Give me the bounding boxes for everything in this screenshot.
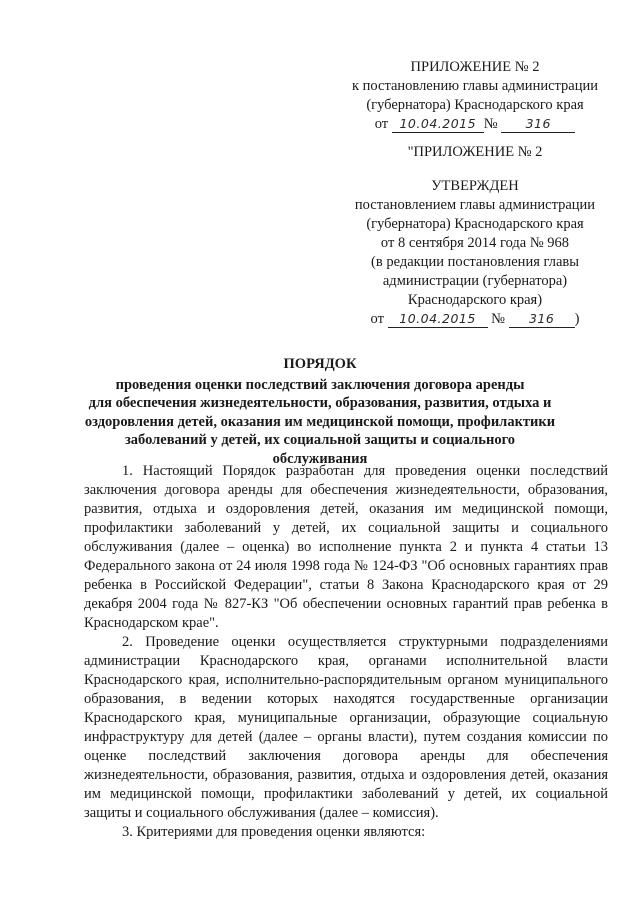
title-line: для обеспечения жизнедеятельности, образования, развития, отдыха и	[88, 395, 552, 411]
approval-line: администрации (губернатора)	[382, 273, 568, 289]
title-line: оздоровления детей, оказания им медицинской помощи, профилактики	[84, 413, 556, 430]
date-blank	[392, 116, 484, 133]
paragraph-3: 3. Критериями для проведения оценки являются:	[122, 824, 426, 840]
handwritten-date: 10.04.2015	[399, 116, 477, 131]
paragraph-1: 1. Настоящий Порядок разработан для проведения оценки последствий заключения договора аренды для обеспечения жизнедеятельности, образования, развития, отдыха и оздоровления детей, оказания им медицинской помощи, профилактики заболеваний у детей, их социальной защиты и социального обслуживания (далее – оценка) во исполнение пункта 2 и пункта 4 статьи 13 Федерального закона от 24 июля 1998 года № 124-ФЗ "Об основных гарантиях прав ребенка в Российской Федерации", статьи 8 Закона Краснодарского края от 29 декабря 2004 года № 827-КЗ "Об обеспечении основных гарантий прав ребенка в Краснодарском крае".	[84, 463, 608, 631]
title-line: обслуживания	[272, 450, 368, 467]
handwritten-number: 316	[525, 116, 551, 131]
document-body	[84, 462, 608, 842]
approval-line: (губернатора) Краснодарского края	[366, 216, 584, 232]
appendix-date-line	[330, 115, 620, 134]
number-blank	[509, 311, 575, 328]
appendix-ref-line: к постановлению главы администрации	[351, 78, 599, 94]
appendix-title: ПРИЛОЖЕНИЕ № 2	[410, 59, 540, 75]
original-appendix-header	[330, 143, 620, 162]
date-prefix: от	[370, 311, 384, 327]
title-main: ПОРЯДОК	[283, 356, 357, 372]
approval-date-line	[330, 310, 620, 329]
approval-line: постановлением главы администрации	[354, 197, 596, 213]
title-line: проведения оценки последствий заключения договора аренды	[115, 376, 525, 393]
number-prefix: №	[491, 311, 506, 327]
number-prefix: №	[483, 116, 498, 132]
approval-line: Краснодарского края)	[407, 292, 543, 308]
appendix-ref-line: (губернатора) Краснодарского края	[366, 97, 584, 113]
date-prefix: от	[374, 116, 389, 132]
paragraph-2: 2. Проведение оценки осуществляется структурными подразделениями администрации Краснодарского края, органами исполнительной власти Краснодарского края, исполнительно-распорядительным органом муниципального образования, в ведении которых находятся государственные организации Краснодарского края, муниципальные организации, образующие социальную инфраструктуру для детей (далее – органы власти), путем создания комиссии по оценке последствий заключения договора аренды для обеспечения жизнедеятельности, образования, развития, отдыха и оздоровления детей, оказания им медицинской помощи, профилактики заболеваний у детей, их социальной защиты и социального обслуживания (далее – комиссия).	[84, 634, 608, 821]
closing-paren: )	[574, 311, 580, 327]
approval-line: (в редакции постановления главы	[371, 254, 579, 270]
approval-line: от 8 сентября 2014 года № 968	[380, 235, 570, 251]
handwritten-number: 316	[528, 311, 555, 326]
number-blank	[501, 116, 575, 133]
appendix-header	[330, 58, 620, 134]
handwritten-date: 10.04.2015	[399, 311, 476, 326]
document-title	[40, 355, 600, 468]
date-blank	[388, 311, 488, 328]
original-appendix-title: "ПРИЛОЖЕНИЕ № 2	[407, 144, 543, 160]
approval-block	[330, 177, 620, 329]
title-line: заболеваний у детей, их социальной защиты и социального	[124, 432, 516, 448]
approval-title: УТВЕРЖДЕН	[431, 178, 519, 194]
